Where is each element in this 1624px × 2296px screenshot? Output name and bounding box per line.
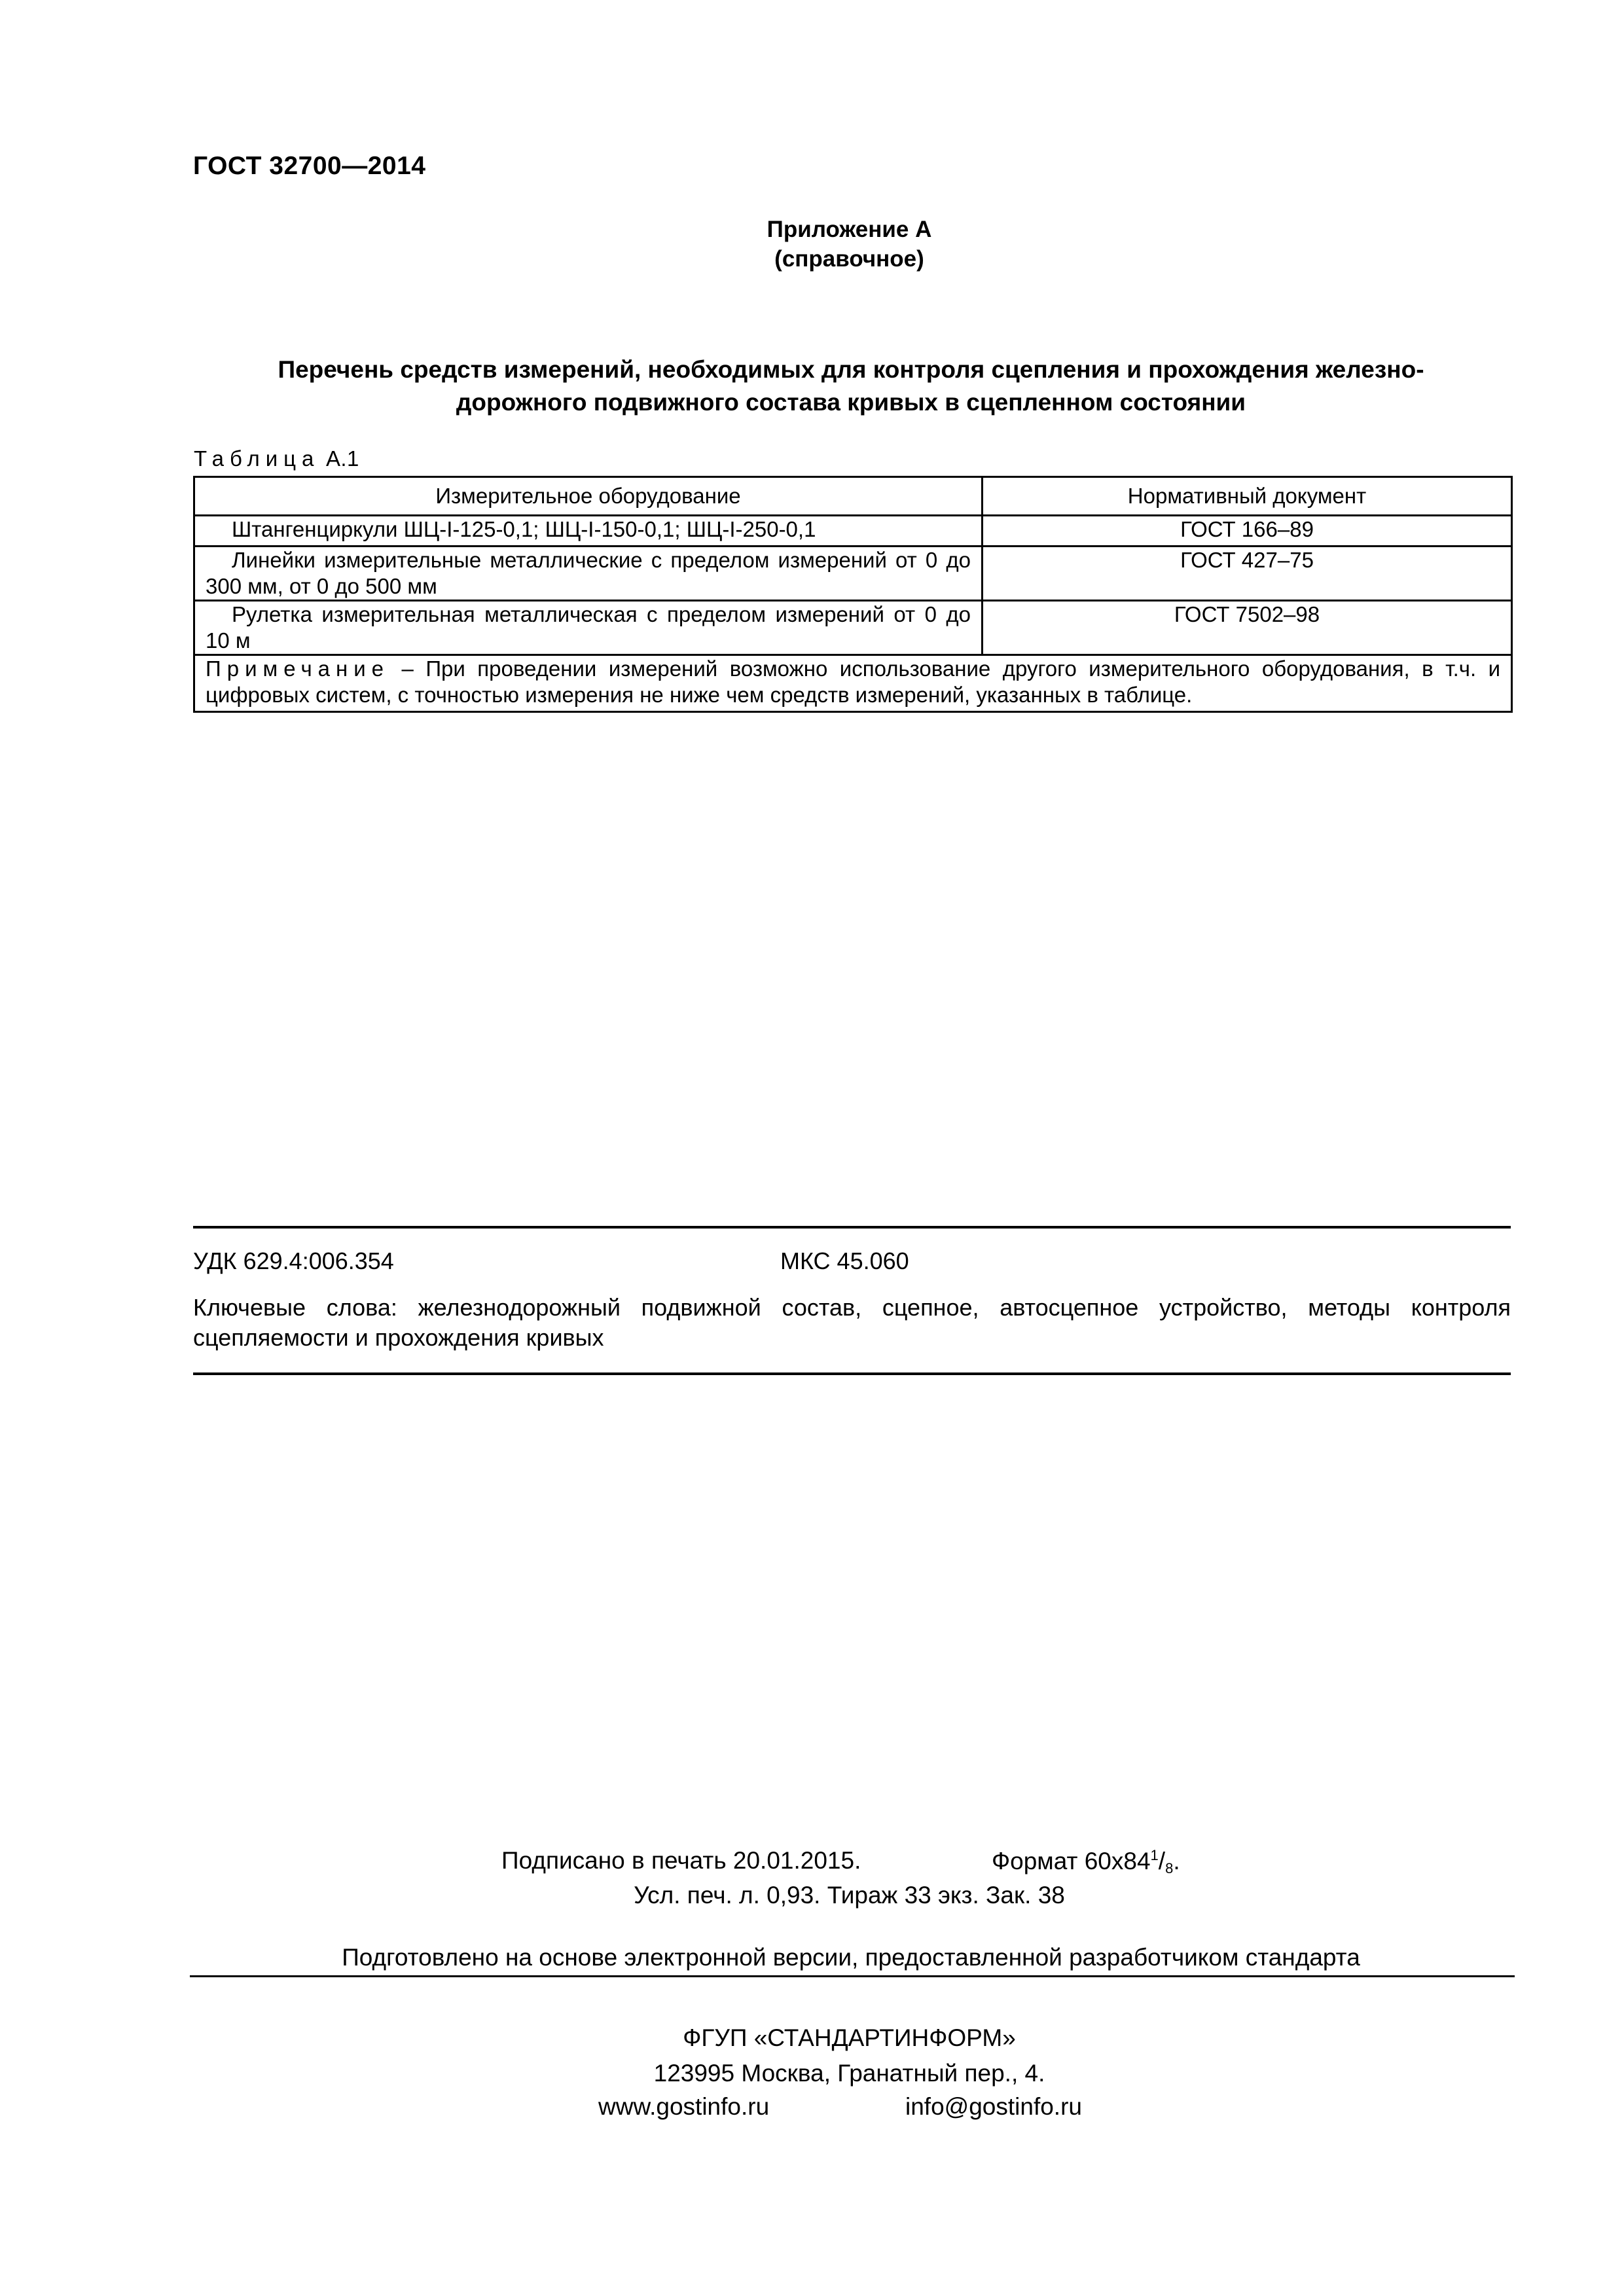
keywords: Ключевые слова: железнодорожный подвижной состав, сцепное, автосцепное устройство, методы контроля сцепляемости и прохождения кривых — [193, 1294, 1511, 1351]
paper-format: Формат $60x84^1/_8$. — [992, 1847, 1180, 1876]
appendix-title: Приложение А — [767, 217, 932, 242]
appendix-type: (справочное) — [774, 246, 924, 272]
top-divider — [193, 1226, 1511, 1229]
document-cell: ГОСТ 427–75 — [983, 547, 1512, 601]
column-header-document: Нормативный документ — [983, 477, 1512, 516]
column-header-equipment: Измерительное оборудование — [194, 477, 983, 516]
table-note — [194, 655, 1512, 712]
measurement-table — [193, 476, 1513, 713]
document-cell: ГОСТ 7502–98 — [983, 601, 1512, 655]
section-title-line-2: дорожного подвижного состава кривых в сцепленном состоянии — [456, 389, 1246, 416]
note-label: Примечание — [206, 656, 390, 681]
udk-code: УДК 629.4:006.354 — [193, 1247, 394, 1274]
table-caption-number: А.1 — [325, 446, 359, 471]
publisher-email-link[interactable]: info@gostinfo.ru — [905, 2093, 1082, 2120]
section-title-line-1: Перечень средств измерений, необходимых для контроля сцепления и прохождения железно- — [278, 356, 1424, 383]
table-note-row — [194, 655, 1512, 712]
table-caption — [194, 446, 359, 471]
table-row — [194, 601, 1512, 655]
note-text: – При проведении измерений возможно использование другого измерительного оборудования, в т.ч. и цифровых систем, с точностью измерения не ниже чем средств измерений, указанных в таблице. — [206, 656, 1501, 707]
equipment-cell: Штангенциркули ШЦ-I-125-0,1; ШЦ-I-150-0,1; ШЦ-I-250-0,1 — [194, 516, 983, 547]
publisher-website-link[interactable]: www.gostinfo.ru — [598, 2093, 770, 2120]
publisher-name: ФГУП «СТАНДАРТИНФОРМ» — [683, 2024, 1016, 2051]
appendix-heading — [0, 215, 1624, 274]
section-title — [190, 353, 1512, 419]
bottom-divider — [193, 1372, 1511, 1375]
signed-date: Подписано в печать 20.01.2015. — [501, 1847, 861, 1874]
table-row — [194, 547, 1512, 601]
prepared-note: Подготовлено на основе электронной версии, предоставленной разработчиком стандарта — [342, 1944, 1360, 1971]
document-cell: ГОСТ 166–89 — [983, 516, 1512, 547]
standard-code: ГОСТ 32700—2014 — [193, 152, 426, 180]
equipment-cell: Рулетка измерительная металлическая с пределом измерений от 0 до 10 м — [194, 601, 983, 655]
table-row — [194, 516, 1512, 547]
equipment-cell: Линейки измерительные металлические с пределом измерений от 0 до 300 мм, от 0 до 500 мм — [194, 547, 983, 601]
table-header-row — [194, 477, 1512, 516]
mks-code: МКС 45.060 — [780, 1247, 909, 1274]
table-caption-word: Таблица — [194, 446, 320, 471]
print-details: Усл. печ. л. 0,93. Тираж 33 экз. Зак. 38 — [634, 1882, 1065, 1909]
imprint-divider — [190, 1975, 1515, 1977]
publisher-address: 123995 Москва, Гранатный пер., 4. — [653, 2060, 1045, 2087]
